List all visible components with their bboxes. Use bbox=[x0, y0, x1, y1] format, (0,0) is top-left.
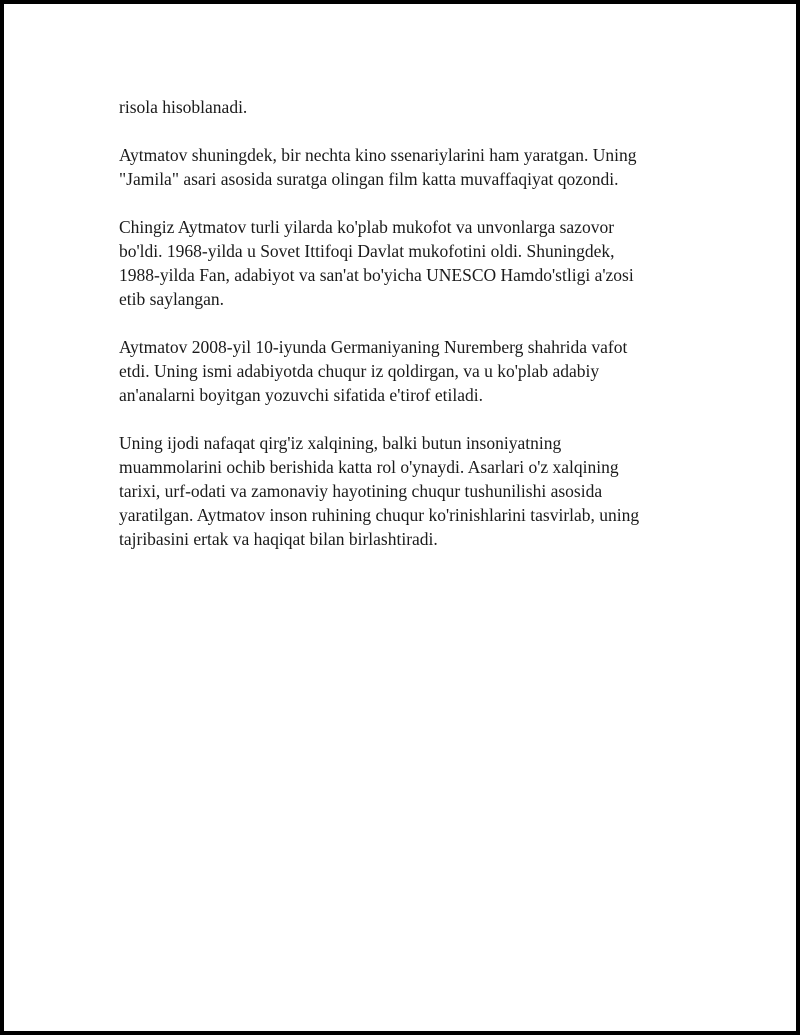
paragraph-1: risola hisoblanadi. bbox=[119, 97, 248, 117]
paragraph-3: Chingiz Aytmatov turli yilarda ko'plab mukofot va unvonlarga sazovor bo'ldi. 1968-yilda u Sovet Ittifoqi Davlat mukofotini oldi. Shuningdek, 1988-yilda Fan, adabiyot va san'at bo'yicha UNESCO Hamdo'stligi a'zosi etib saylangan. bbox=[119, 217, 634, 309]
document-body bbox=[119, 95, 689, 575]
paragraph-4: Aytmatov 2008-yil 10-iyunda Germaniyaning Nuremberg shahrida vafot etdi. Uning ismi adabiyotda chuqur iz qoldirgan, va u ko'plab adabiy an'analarni boyitgan yozuvchi sifatida e'tirof etiladi. bbox=[119, 337, 628, 405]
paragraph-5: Uning ijodi nafaqat qirg'iz xalqining, balki butun insoniyatning muammolarini ochib berishida katta rol o'ynaydi. Asarlari o'z xalqining tarixi, urf-odati va zamonaviy hayotining chuqur tushunilishi asosida yaratilgan. Aytmatov inson ruhining chuqur ko'rinishlarini tasvirlab, uning tajribasini ertak va haqiqat bilan birlashtiradi. bbox=[119, 433, 640, 549]
paragraph-2: Aytmatov shuningdek, bir nechta kino ssenariylarini ham yaratgan. Uning "Jamila" asari asosida suratga olingan film katta muvaffaqiyat qozondi. bbox=[119, 145, 637, 189]
